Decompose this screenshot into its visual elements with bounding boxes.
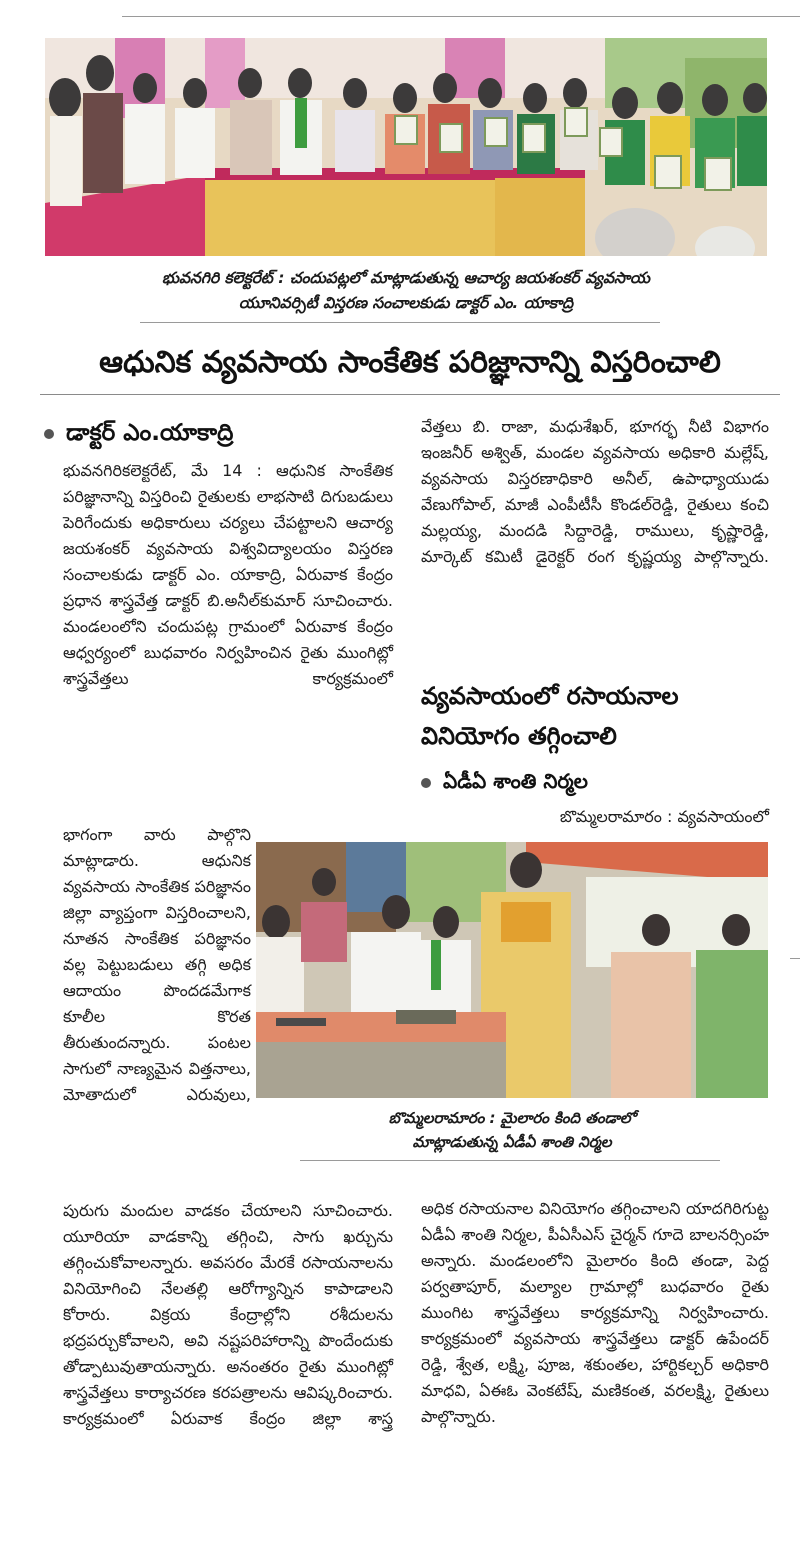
bullet-icon — [44, 429, 54, 439]
caption-rule — [140, 322, 660, 323]
article1-paragraph-a: భువనగిరికలెక్టరేట్, మే 14 : ఆధునిక సాంకేతిక పరిజ్ఞానాన్ని విస్తరించి రైతులకు లాభసాటి దిగుబడులు పెరిగేందుకు అధికారులు చర్యలు చేపట్టాలని ఆచార్య జయశంకర్ వ్యవసాయ విశ్వవిద్యాలయం విస్తరణ సంచాలకుడు డాక్టర్ ఎం. యాకాద్రి, ఏరువాక కేంద్రం ప్రధాన శాస్త్రవేత్త డాక్టర్ బి.అనీల్‌కుమార్ సూచించారు. మండలంలోని చందుపట్ల గ్రామంలో ఏరువాక కేంద్రం ఆధ్వర్యంలో బుధవారం నిర్వహించిన రైతు ముంగిట్లో శాస్త్రవేత్తలు కార్యక్రమంలో — [63, 461, 393, 688]
event-photo-illustration — [45, 38, 767, 256]
article1-paragraph-c: పురుగు మందుల వాడకం చేయాలని సూచించారు. యూరియా వాడకాన్ని తగ్గించి, సాగు ఖర్చును తగ్గించుకోవాలన్నారు. అవసరం మేరకే రసాయనాలను వినియోగించి నేలతల్లి ఆరోగ్యాన్నిన కాపాడాలని కోరారు. విక్రయ కేంద్రాల్లోని రశీదులను భద్రపర్చుకోవాలని, అవి నష్టపరిహారాన్ని పొందేందుకు తోడ్పాటువుతాయన్నారు. అనంతరం రైతు ముంగిట్లో శాస్త్రవేత్తలు కార్యాచరణ కరపత్రాలను ఆవిష్కరించారు. కార్యక్రమంలో ఏరువాక కేంద్రం జిల్లా శాస్త్ర — [63, 1201, 393, 1428]
photo1-caption — [45, 266, 767, 316]
ada-speaking-photo — [256, 842, 768, 1098]
ada-photo-illustration — [256, 842, 768, 1098]
event-photo-leaflet-release — [45, 38, 767, 256]
article1-paragraph-d: వేత్తలు బి. రాజా, మధుశేఖర్, భూగర్భ నీటి విభాగం ఇంజనీర్ అశ్విత్, మండల వ్యవసాయ అధికారి మల్లేష్, వ్యవసాయ విస్తరణాధికారి అనీల్, ఉపాధ్యాయుడు వేణుగోపాల్, మాజీ ఎంపీటీసీ కొండల్‌రెడ్డి, రైతులు కంచి మల్లయ్య, మందడి సిద్దారెడ్డి, రాములు, కృష్ణారెడ్డి, మార్కెట్ కమిటీ డైరెక్టర్ రంగ కృష్ణయ్య పాల్గొన్నారు. — [421, 417, 769, 566]
caption-rule — [300, 1160, 720, 1161]
photo2-caption — [256, 1106, 768, 1154]
article2-byline-name: ఏడీఏ శాంతి నిర్మల — [443, 769, 588, 793]
photo2-caption-line2: మాట్లాడుతున్న ఏడీఏ శాంతి నిర్మల — [412, 1133, 612, 1151]
headline: ఆధునిక వ్యవసాయ సాంకేతిక పరిజ్ఞానాన్ని విస్తరించాలి — [99, 345, 721, 380]
article2-byline — [421, 764, 588, 798]
article1-byline — [44, 416, 233, 450]
article1-byline-name: డాక్టర్ ఎం.యాకాద్రి — [66, 420, 234, 446]
headline-rule — [40, 394, 780, 395]
article1-paragraph-b: భాగంగా వారు పాల్గొని మాట్లాడారు. ఆధునిక వ్యవసాయ సాంకేతిక పరిజ్ఞానం జిల్లా వ్యాప్తంగా విస్తరించాలని, నూతన సాంకేతిక పరిజ్ఞానం వల్ల పెట్టుబడులు తగ్గి అధిక ఆదాయం పొందడమేగాక కూలీల కొరత తీరుతుందన్నారు. పంటల సాగులో నాణ్యమైన విత్తనాలు, మోతాదులో ఎరువులు, — [63, 825, 251, 1104]
top-rule — [122, 16, 800, 17]
photo1-caption-line2: యూనివర్సిటీ విస్తరణ సంచాలకుడు డాక్టర్ ఎం. యాకాద్రి — [238, 294, 574, 312]
photo1-caption-line1: భువనగిరి కలెక్టరేట్ : చందుపట్లలో మాట్లాడుతున్న ఆచార్య జయశంకర్ వ్యవసాయ — [162, 269, 650, 287]
bullet-icon — [421, 778, 431, 788]
article2-paragraph-b: అధిక రసాయనాల వినియోగం తగ్గించాలని యాదగిరిగుట్ట ఏడీఏ శాంతి నిర్మల, పీఏసీఎస్ చైర్మన్ గూదె బాలనర్సింహ అన్నారు. మండలంలోని మైలారం కింది తండా, పెద్ద పర్వతాపూర్, మల్యాల గ్రామాల్లో బుధవారం రైతు ముంగిట శాస్త్రవేత్తలు కార్యక్రమాన్ని నిర్వహించారు. కార్యక్రమంలో వ్యవసాయ శాస్త్రవేత్తలు డాక్టర్ ఉపేందర్ రెడ్డి, శ్వేత, లక్ష్మి, పూజ, శకుంతల, హార్టికల్చర్ అధికారి మాధవి, ఏఈఓ వెంకటేష్, మణికంత, వరలక్ష్మి, రైతులు పాల్గొన్నారు. — [421, 1199, 769, 1426]
article2-subhead-line1: వ్యవసాయంలో రసాయనాల — [421, 682, 679, 710]
article2-paragraph-a: బొమ్మలరామారం : వ్యవసాయంలో — [559, 807, 769, 826]
side-rule — [790, 958, 800, 959]
photo2-caption-line1: బొమ్మలరామారం : మైలారం కింది తండాలో — [388, 1109, 636, 1127]
article2-subhead-line2: వినియోగం తగ్గించాలి — [421, 722, 617, 750]
